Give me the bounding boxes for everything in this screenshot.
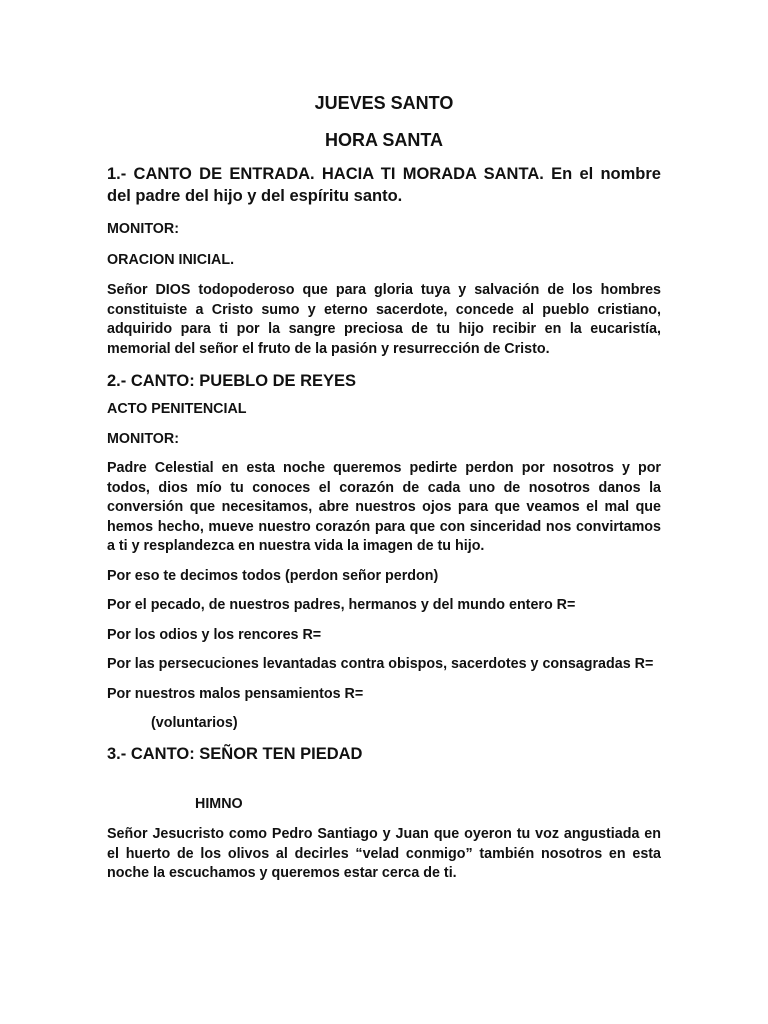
himno-text: Señor Jesucristo como Pedro Santiago y Juan que oyeron tu voz angustiada en el huerto de los olivos al decirles “velad conmigo” también nosotros en esta noche la escuchamos y queremos estar cerca de ti. [107,826,661,881]
petition-4: Por nuestros malos pensamientos R= [107,685,364,702]
decimos-line: Por eso te decimos todos (perdon señor perdon) [107,567,439,584]
acto-penitencial-label: ACTO PENITENCIAL [107,401,247,417]
monitor-label-2: MONITOR: [107,430,180,447]
petition-3: Por las persecuciones levantadas contra obispos, sacerdotes y consagradas R= [107,656,654,672]
monitor-label-1: MONITOR: [107,221,180,237]
section-1-heading: 1.- CANTO DE ENTRADA. HACIA TI MORADA SANTA. En el nombre del padre del hijo y del espíritu santo. [107,165,661,205]
section-2-heading: 2.- CANTO: PUEBLO DE REYES [107,372,357,390]
voluntarios-note: (voluntarios) [151,715,238,731]
petition-1: Por el pecado, de nuestros padres, hermanos y del mundo entero R= [107,597,576,613]
himno-label: HIMNO [195,795,243,812]
oracion-inicial-label: ORACION INICIAL. [107,251,235,268]
oracion-inicial-text: Señor DIOS todopoderoso que para gloria tuya y salvación de los hombres constituiste a Cristo sumo y eterno sacerdote, concede al pueblo cristiano, adquirido para ti por la sangre preciosa de tu hijo recibir en la eucaristía, memorial del señor el fruto de la pasión y resurrección de Cristo. [107,282,661,357]
acto-penitencial-text: Padre Celestial en esta noche queremos pedirte perdon por nosotros y por todos, dios mío tu conoces el corazón de cada uno de nosotros danos la conversión que necesitamos, abre nuestros ojos para que veamos el mal que hemos hecho, mueve nuestro corazón para que con sinceridad nos convirtamos a ti y resplandezca en nuestra vida la imagen de tu hijo. [107,460,661,554]
document-title: JUEVES SANTO [314,93,454,113]
section-3-heading: 3.- CANTO: SEÑOR TEN PIEDAD [107,744,363,763]
petition-2: Por los odios y los rencores R= [107,626,322,643]
document-body [107,163,661,884]
document-subtitle: HORA SANTA [325,130,443,150]
